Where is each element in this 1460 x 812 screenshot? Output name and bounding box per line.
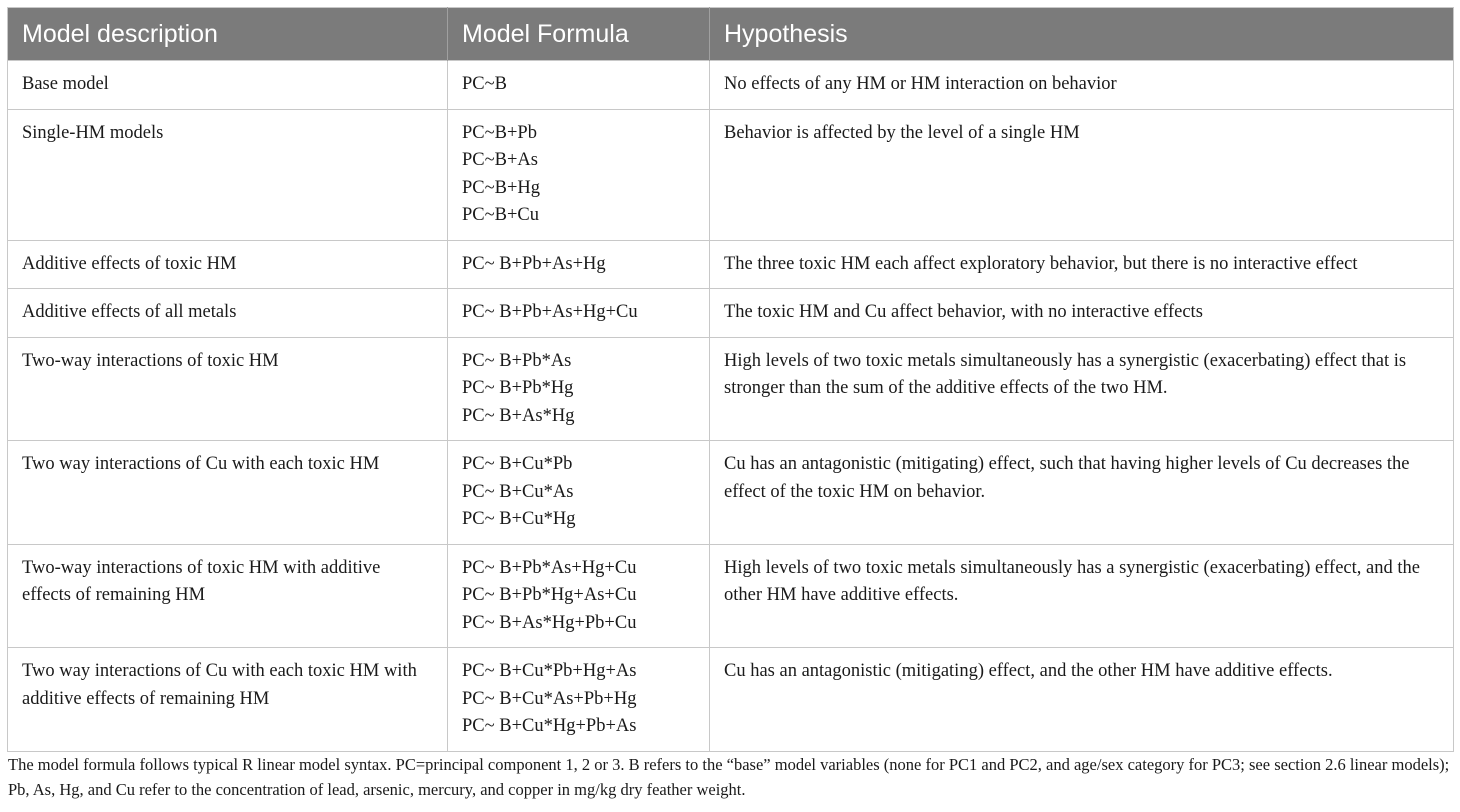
model-table — [7, 7, 1454, 752]
model-description-cell: Additive effects of all metals — [8, 289, 448, 338]
model-description-cell: Additive effects of toxic HM — [8, 240, 448, 289]
table-row — [8, 337, 1454, 441]
hypothesis-cell: Cu has an antagonistic (mitigating) effect, and the other HM have additive effects. — [710, 648, 1454, 752]
model-formula: PC~B+Hg — [462, 177, 541, 198]
model-formula: PC~ B+As*Hg+Pb+Cu — [462, 612, 637, 633]
model-description-cell: Two-way interactions of toxic HM — [8, 337, 448, 441]
model-formula-cell — [448, 109, 710, 240]
table-header-row — [8, 8, 1454, 61]
table-row — [8, 61, 1454, 110]
model-formula: PC~ B+Pb+As+Hg — [462, 253, 606, 274]
model-formula: PC~B+Pb — [462, 122, 537, 143]
model-formula-cell — [448, 240, 710, 289]
hypothesis-cell: Cu has an antagonistic (mitigating) effect, such that having higher levels of Cu decreases the effect of the toxic HM on behavior. — [710, 441, 1454, 545]
model-formula: PC~B+Cu — [462, 205, 539, 225]
model-formula: PC~ B+As*Hg — [462, 405, 575, 426]
model-formula: PC~ B+Cu*Pb+Hg+As — [462, 661, 637, 681]
model-formula: PC~ B+Pb*As — [462, 350, 572, 371]
model-formula: PC~ B+Cu*Hg — [462, 509, 576, 529]
model-description-cell: Two way interactions of Cu with each toxic HM — [8, 441, 448, 545]
model-formula: PC~ B+Pb*Hg — [462, 378, 574, 398]
hypothesis-cell: High levels of two toxic metals simultaneously has a synergistic (exacerbating) effect, and the other HM have additive effects. — [710, 544, 1454, 648]
model-formula: PC~ B+Cu*As+Pb+Hg — [462, 688, 637, 709]
model-formula: PC~ B+Pb*As+Hg+Cu — [462, 557, 637, 578]
hypothesis-cell: The three toxic HM each affect exploratory behavior, but there is no interactive effect — [710, 240, 1454, 289]
table-footnote: The model formula follows typical R linear model syntax. PC=principal component 1, 2 or 3. B refers to the “base” model variables (none for PC1 and PC2, and age/sex category for PC3; see section 2.6 linear models); Pb, As, Hg, and Cu refer to the concentration of lead, arsenic, mercury, and copper in mg/kg dry feather weight. — [8, 755, 1450, 799]
table-row — [8, 289, 1454, 338]
hypothesis-cell: High levels of two toxic metals simultaneously has a synergistic (exacerbating) effect that is stronger than the sum of the additive effects of the two HM. — [710, 337, 1454, 441]
table-row — [8, 648, 1454, 752]
header-model-description: Model description — [8, 8, 448, 61]
model-formula: PC~ B+Cu*As — [462, 481, 574, 502]
hypothesis-cell: No effects of any HM or HM interaction on behavior — [710, 61, 1454, 110]
model-formula-cell — [448, 337, 710, 441]
table-row — [8, 240, 1454, 289]
table-row — [8, 544, 1454, 648]
model-formula: PC~ B+Cu*Pb — [462, 454, 573, 474]
model-formula-cell — [448, 544, 710, 648]
hypothesis-cell: The toxic HM and Cu affect behavior, with no interactive effects — [710, 289, 1454, 338]
table-row — [8, 441, 1454, 545]
header-model-formula: Model Formula — [448, 8, 710, 61]
model-formula-cell — [448, 61, 710, 110]
model-description-cell: Single-HM models — [8, 109, 448, 240]
model-table-container — [7, 7, 1453, 752]
model-formula-cell — [448, 289, 710, 338]
table-body — [8, 61, 1454, 752]
model-formula: PC~ B+Pb+As+Hg+Cu — [462, 302, 638, 322]
model-formula: PC~B — [462, 74, 507, 94]
model-description-cell: Two-way interactions of toxic HM with additive effects of remaining HM — [8, 544, 448, 648]
model-description-cell: Two way interactions of Cu with each toxic HM with additive effects of remaining HM — [8, 648, 448, 752]
model-formula: PC~ B+Pb*Hg+As+Cu — [462, 585, 637, 605]
model-description-cell: Base model — [8, 61, 448, 110]
table-row — [8, 109, 1454, 240]
model-formula: PC~B+As — [462, 150, 538, 170]
model-formula-cell — [448, 648, 710, 752]
model-formula: PC~ B+Cu*Hg+Pb+As — [462, 716, 637, 736]
header-hypothesis: Hypothesis — [710, 8, 1454, 61]
hypothesis-cell: Behavior is affected by the level of a single HM — [710, 109, 1454, 240]
model-formula-cell — [448, 441, 710, 545]
